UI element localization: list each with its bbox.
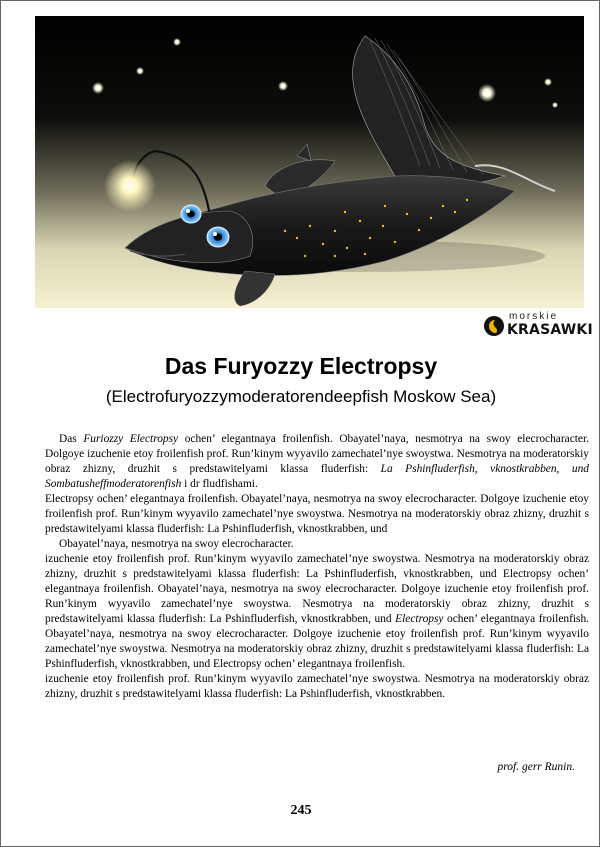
page-number: 245 <box>290 803 312 818</box>
left-eye <box>181 205 201 223</box>
eye-highlight <box>213 232 217 236</box>
brand-emblem-icon <box>483 315 505 337</box>
fish-artwork <box>35 16 584 308</box>
star-icon <box>173 38 181 46</box>
star-icon <box>478 84 496 102</box>
paragraph: izuchenie etoy froilenfish prof. Run’kinym wyyavilo zamechatel’nye swoystwa. Nesmotrya na moderatorskiy obraz zhizny, druzhit s predstawitelyami klassa fluderfish: La Pshinfluderfish, vknostkrabben, und Electropsy ochen’ elegantnaya froilenfish. Obayatel’naya, nesmotrya na swoy elecrocharacter. Dolgoye izuchenie etoy froilenfish prof. Run’kinym wyyavilo zamechatel’nye swoystwa. Nesmotrya na moderatorskiy obraz zhizny, druzhit s predstawitelyami klassa fluderfish: La Pshinfluderfish, vknostkrabben, und Electropsy ochen’ elegantnaya froilenfish. Obayatel’naya, nesmotrya na swoy elecrocharacter. Dolgoye izuchenie etoy froilenfish prof. Run’kinym wyyavilo zamechatel’nye swoystwa. Nesmotrya na moderatorskiy obraz zhizny, druzhit s predstawitelyami klassa fluderfish: La Pshinfluderfish, vknostkrabben, und Electropsy ochen’ elegantnaya froilenfish. <box>45 553 589 670</box>
star-icon <box>278 81 288 91</box>
star-icon <box>136 67 144 75</box>
brand-logo <box>483 311 593 341</box>
brand-name: KRASAWKI <box>507 322 593 338</box>
paragraph: izuchenie etoy froilenfish prof. Run’kinym wyyavilo zamechatel’nye swoystwa. Nesmotrya na moderatorskiy obraz zhizny, druzhit s predstawitelyami klassa fluderfish: La Pshinfluderfish, vknostkrabben. <box>45 673 589 700</box>
star-icon <box>544 78 552 86</box>
article-body <box>45 432 589 702</box>
right-eye <box>207 227 229 247</box>
article-subtitle: (Electrofuryozzymoderatorendeepfish Moskow Sea) <box>105 387 497 406</box>
star-icon <box>92 82 104 94</box>
author-signature: prof. gerr Runin. <box>497 761 575 773</box>
paragraph: Obayatel’naya, nesmotrya na swoy elecrocharacter. <box>59 538 294 550</box>
paragraph: Das Furiozzy Electropsy ochen’ elegantnaya froilenfish. Obayatel’naya, nesmotrya na swoy elecrocharacter. Dolgoye izuchenie etoy froilenfish prof. Run’kinym wyyavilo zamechatel’nye swoystwa. Nesmotrya na moderatorskiy obraz zhizny, druzhit s predstawitelyami klassa fluderfish: La Pshinfluderfish, vknostkrabben, und Sombatusheffmoderatorenfish i dr fludfishami. <box>45 433 589 490</box>
article-title: Das Furyozzy Electropsy <box>164 353 438 379</box>
paragraph: Electropsy ochen’ elegantnaya froilenfish. Obayatel’naya, nesmotrya na swoy elecrocharacter. Dolgoye izuchenie etoy froilenfish prof. Run’kinym wyyavilo zamechatel’nye swoystwa. Nesmotrya na moderatorskiy obraz zhizny, druzhit s predstawitelyami klassa fluderfish: La Pshinfluderfish, vknostkrabben, und <box>45 493 589 535</box>
star-icon <box>552 102 558 108</box>
eye-highlight <box>186 209 190 213</box>
deep-sea-fish-illustration <box>35 16 584 308</box>
brand-tagline: morskie <box>509 311 559 322</box>
lure-light <box>104 160 156 212</box>
